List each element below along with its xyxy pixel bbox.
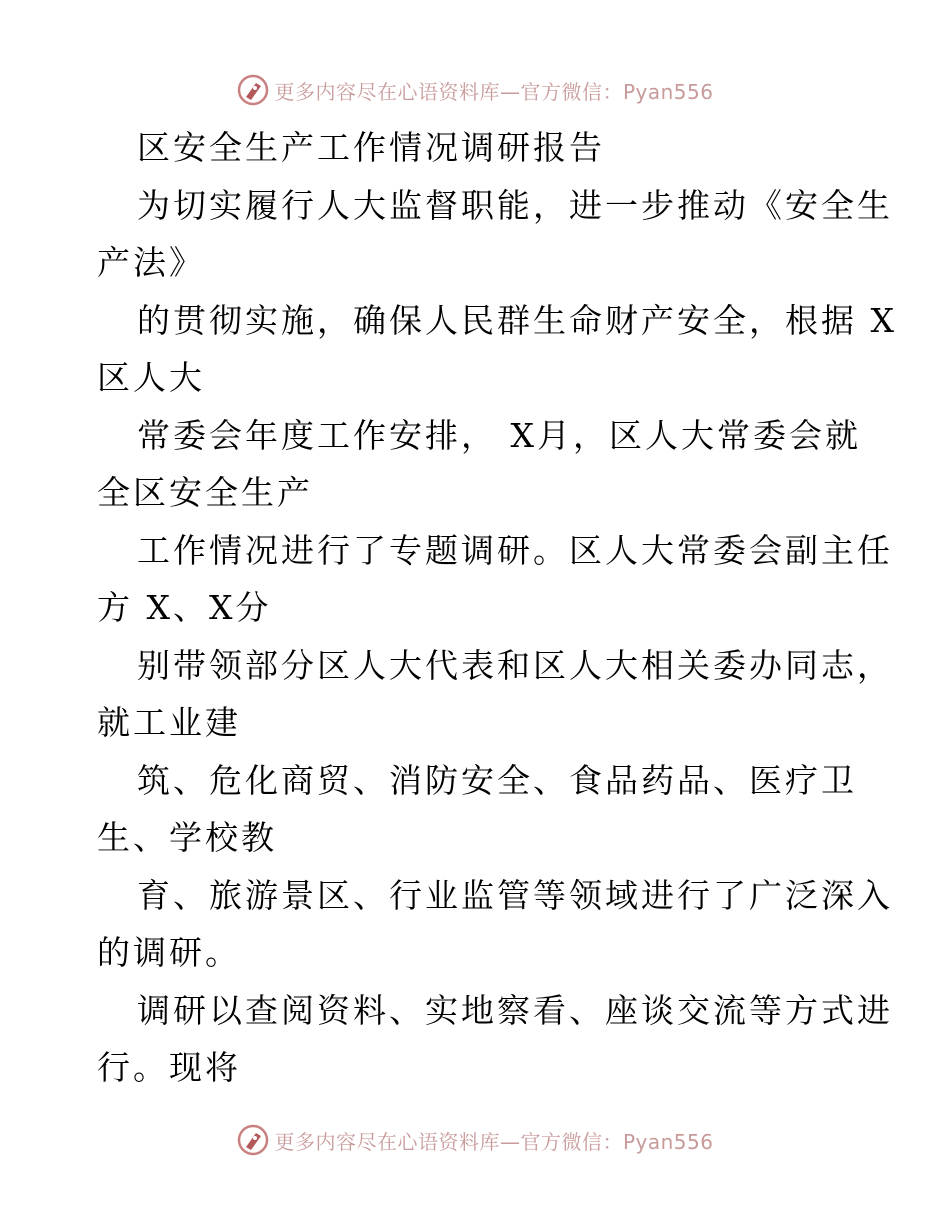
paragraph-line: 工作情况进行了专题调研。区人大常委会副主任	[137, 530, 893, 570]
paragraph-line: 全区安全生产	[97, 473, 313, 512]
watermark-text: 更多内容尽在心语资料库—官方微信：Pyan556	[274, 79, 714, 104]
paragraph-line: 育、旅游景区、行业监管等领域进行了广泛深入	[137, 875, 893, 915]
paragraph-line: 方 X、X分	[97, 588, 272, 627]
paragraph-line: 调研以查阅资料、实地察看、座谈交流等方式进	[137, 990, 893, 1030]
pen-nib-circle-icon	[236, 1123, 270, 1157]
document-body	[97, 119, 897, 1097]
paragraph-line: 的调研。	[97, 933, 241, 972]
watermark-text: 更多内容尽在心语资料库—官方微信：Pyan556	[274, 1129, 714, 1154]
pen-nib-circle-icon	[236, 73, 270, 107]
footer-watermark	[0, 1120, 950, 1160]
paragraph-line: 就工业建	[97, 703, 241, 742]
paragraph-line: 的贯彻实施，确保人民群生命财产安全，根据 X	[137, 300, 897, 340]
paragraph-line: 筑、危化商贸、消防安全、食品药品、医疗卫	[137, 760, 857, 800]
paragraph-line: 行。现将	[97, 1048, 241, 1087]
paragraph-line: 产法》	[97, 243, 205, 282]
paragraph-line: 常委会年度工作安排， X月，区人大常委会就	[137, 415, 861, 455]
header-watermark	[0, 70, 950, 110]
paragraph-line: 为切实履行人大监督职能，进一步推动《安全生	[137, 185, 893, 225]
document-title: 区安全生产工作情况调研报告	[137, 128, 605, 167]
paragraph-line: 别带领部分区人大代表和区人大相关委办同志，	[137, 645, 893, 685]
paragraph-line: 生、学校教	[97, 818, 277, 857]
paragraph-line: 区人大	[97, 358, 205, 397]
